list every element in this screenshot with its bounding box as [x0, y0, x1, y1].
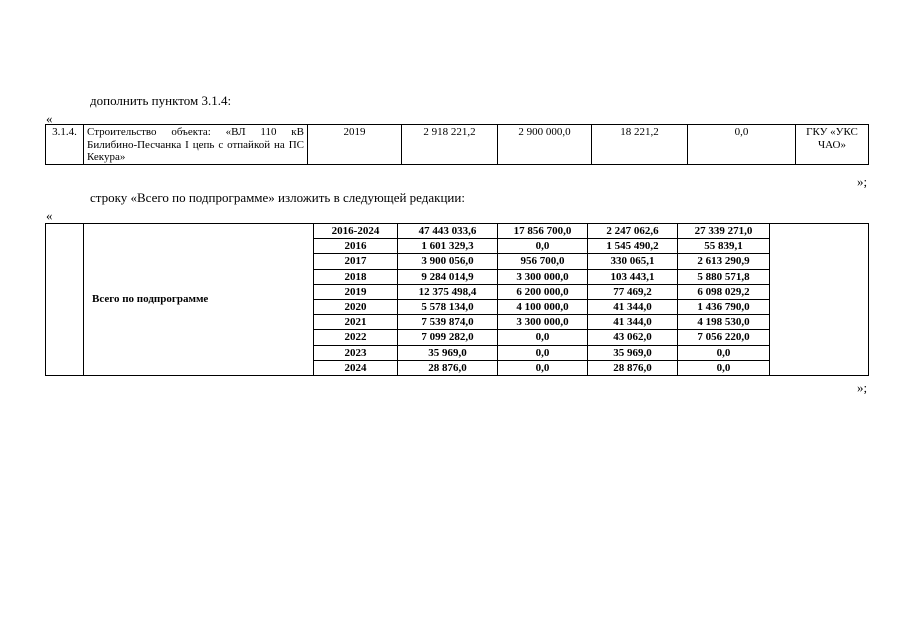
summary-year-cell: 2016-2024 — [314, 224, 398, 239]
summary-regional-cell: 77 469,2 — [588, 284, 678, 299]
summary-other-cell: 0,0 — [678, 345, 770, 360]
open-quote-1: « — [46, 111, 53, 126]
summary-regional-cell: 41 344,0 — [588, 315, 678, 330]
summary-other-cell: 0,0 — [678, 360, 770, 375]
table-row — [46, 224, 869, 239]
summary-total-cell: 1 601 329,3 — [398, 239, 498, 254]
summary-regional-cell: 43 062,0 — [588, 330, 678, 345]
item-number: 3.1.4. — [46, 125, 84, 165]
summary-federal-cell: 3 300 000,0 — [498, 315, 588, 330]
summary-regional-cell: 41 344,0 — [588, 300, 678, 315]
summary-year-cell: 2022 — [314, 330, 398, 345]
summary-regional-cell: 28 876,0 — [588, 360, 678, 375]
summary-year-cell: 2017 — [314, 254, 398, 269]
summary-regional-cell: 2 247 062,6 — [588, 224, 678, 239]
summary-year-cell: 2018 — [314, 269, 398, 284]
summary-year-cell: 2024 — [314, 360, 398, 375]
intro-paragraph-2: строку «Всего по подпрограмме» изложить в следующей редакции: — [90, 190, 465, 205]
intro-paragraph-1: дополнить пунктом 3.1.4: — [90, 93, 232, 108]
summary-total-cell: 3 900 056,0 — [398, 254, 498, 269]
item-total: 2 918 221,2 — [402, 125, 498, 165]
summary-total-cell: 9 284 014,9 — [398, 269, 498, 284]
summary-regional-cell: 1 545 490,2 — [588, 239, 678, 254]
summary-total-cell: 5 578 134,0 — [398, 300, 498, 315]
summary-regional-cell: 35 969,0 — [588, 345, 678, 360]
summary-year-cell: 2020 — [314, 300, 398, 315]
summary-total-cell: 35 969,0 — [398, 345, 498, 360]
empty-executor-cell — [770, 224, 869, 376]
summary-federal-cell: 0,0 — [498, 239, 588, 254]
summary-other-cell: 5 880 571,8 — [678, 269, 770, 284]
close-quote-1: »; — [857, 174, 868, 189]
item-federal: 2 900 000,0 — [498, 125, 592, 165]
item-name: Строительство объекта: «ВЛ 110 кВ Билибино-Песчанка I цепь с отпайкой на ПС Кекура» — [84, 125, 308, 165]
subprogram-total-table — [45, 223, 869, 376]
summary-other-cell: 55 839,1 — [678, 239, 770, 254]
table-row — [46, 125, 869, 165]
summary-federal-cell: 4 100 000,0 — [498, 300, 588, 315]
subprogram-total-label: Всего по подпрограмме — [84, 224, 314, 376]
item-other: 0,0 — [688, 125, 796, 165]
summary-federal-cell: 0,0 — [498, 330, 588, 345]
summary-total-cell: 47 443 033,6 — [398, 224, 498, 239]
summary-other-cell: 27 339 271,0 — [678, 224, 770, 239]
summary-federal-cell: 6 200 000,0 — [498, 284, 588, 299]
summary-other-cell: 2 613 290,9 — [678, 254, 770, 269]
summary-federal-cell: 17 856 700,0 — [498, 224, 588, 239]
summary-other-cell: 1 436 790,0 — [678, 300, 770, 315]
item-3-1-4-table — [45, 124, 869, 165]
summary-total-cell: 7 099 282,0 — [398, 330, 498, 345]
summary-other-cell: 4 198 530,0 — [678, 315, 770, 330]
empty-number-cell — [46, 224, 84, 376]
summary-year-cell: 2019 — [314, 284, 398, 299]
close-quote-2: »; — [857, 380, 868, 395]
item-executor: ГКУ «УКС ЧАО» — [796, 125, 869, 165]
summary-total-cell: 12 375 498,4 — [398, 284, 498, 299]
summary-regional-cell: 330 065,1 — [588, 254, 678, 269]
summary-year-cell: 2021 — [314, 315, 398, 330]
summary-federal-cell: 0,0 — [498, 360, 588, 375]
item-regional: 18 221,2 — [592, 125, 688, 165]
summary-federal-cell: 0,0 — [498, 345, 588, 360]
summary-year-cell: 2016 — [314, 239, 398, 254]
summary-regional-cell: 103 443,1 — [588, 269, 678, 284]
summary-year-cell: 2023 — [314, 345, 398, 360]
summary-total-cell: 7 539 874,0 — [398, 315, 498, 330]
summary-other-cell: 6 098 029,2 — [678, 284, 770, 299]
open-quote-2: « — [46, 208, 53, 223]
summary-federal-cell: 3 300 000,0 — [498, 269, 588, 284]
item-year: 2019 — [308, 125, 402, 165]
summary-total-cell: 28 876,0 — [398, 360, 498, 375]
summary-other-cell: 7 056 220,0 — [678, 330, 770, 345]
summary-federal-cell: 956 700,0 — [498, 254, 588, 269]
